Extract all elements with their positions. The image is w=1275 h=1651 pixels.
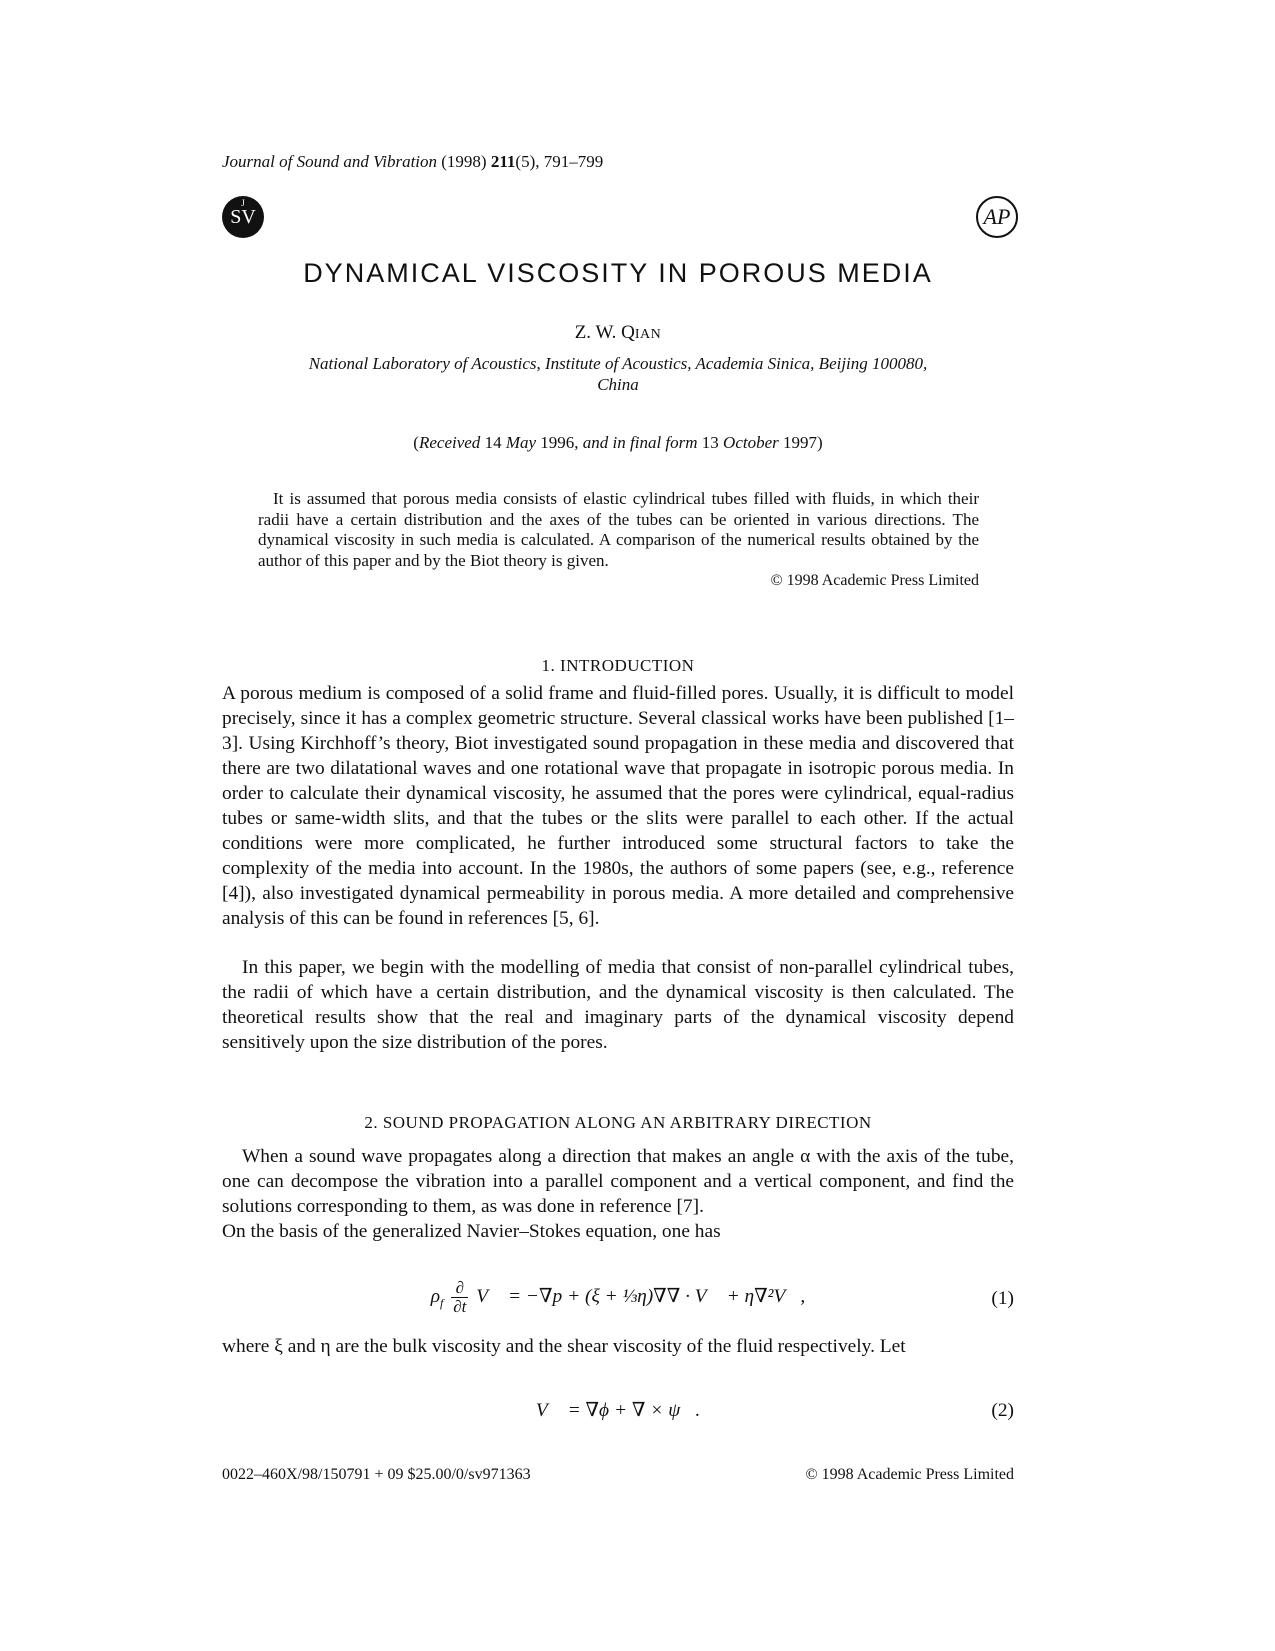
received-month: May <box>505 433 537 452</box>
final-form-label: and in final form <box>582 433 698 452</box>
journal-issue-pages: (5), 791–799 <box>515 152 604 171</box>
section-heading-introduction: 1. INTRODUCTION <box>541 656 695 675</box>
section2-paragraph-1-text: When a sound wave propagates along a direction that makes an angle α with the axis of the tube, one can decompose the vibration into a parallel component and a vertical component, and find the solutions corresponding to them, as was done in reference [7]. <box>222 1146 1014 1217</box>
journal-volume: 211 <box>490 152 516 171</box>
ap-logo-text: AP <box>983 204 1011 229</box>
equation-1 <box>222 1279 1014 1319</box>
equation-2-body: V⃗ = ∇ϕ + ∇ × ψ⃗. <box>535 1400 701 1421</box>
section-heading-sound-propagation: 2. SOUND PROPAGATION ALONG AN ARBITRARY DIRECTION <box>364 1113 872 1132</box>
equation-1-fraction-denominator: ∂t <box>453 1297 467 1316</box>
journal-year: (1998) <box>441 152 487 171</box>
sv-logo <box>222 196 264 238</box>
equation-2 <box>222 1396 1014 1426</box>
section2-paragraph-1 <box>222 1144 1014 1244</box>
paper-title: DYNAMICAL VISCOSITY IN POROUS MEDIA <box>303 258 933 288</box>
footer-code: 0022–460X/98/150791 + 09 $25.00/0/sv971363 <box>222 1466 531 1483</box>
equation-1-rho: ρ <box>430 1285 441 1307</box>
equation-1-fraction-numerator: ∂ <box>451 1279 468 1298</box>
final-date-a: 13 <box>697 433 724 452</box>
section2-paragraph-2-text: On the basis of the generalized Navier–Stokes equation, one has <box>222 1221 721 1242</box>
equation-1-rest: V⃗ = −∇p + (ξ + ⅓η)∇∇ · V⃗ + η∇²V⃗, <box>476 1285 806 1307</box>
received-open: ( <box>413 433 419 452</box>
section2-paragraph-3: where ξ and η are the bulk viscosity and the shear viscosity of the fluid respectively. Let <box>222 1336 906 1357</box>
equation-1-rho-subscript: f <box>440 1295 444 1310</box>
abstract-copyright: © 1998 Academic Press Limited <box>770 572 979 589</box>
affiliation <box>250 353 986 395</box>
affiliation-line-1: National Laboratory of Acoustics, Institute of Acoustics, Academia Sinica, Beijing 100080, <box>308 354 928 373</box>
sv-logo-text: SV <box>230 206 256 228</box>
author-surname-rest: IAN <box>634 327 662 342</box>
equation-1-derivative-fraction <box>451 1279 468 1316</box>
journal-name: Journal of Sound and Vibration <box>222 152 438 171</box>
author-initials: Z. W. Q <box>574 322 635 343</box>
equation-1-number: (1) <box>991 1288 1014 1309</box>
equation-2-number: (2) <box>991 1400 1014 1421</box>
journal-citation <box>222 150 603 174</box>
received-dates <box>222 431 1014 455</box>
introduction-paragraph-2: In this paper, we begin with the modelling of media that consist of non-parallel cylindrical tubes, the radii of which have a certain distribution, and the dynamical viscosity is then calculated. The theoretical results show that the real and imaginary parts of the dynamical viscosity depend sensitively upon the size distribution of the pores. <box>222 957 1014 1053</box>
sv-logo-small-letter: J <box>241 198 245 208</box>
footer-copyright: © 1998 Academic Press Limited <box>805 1466 1014 1483</box>
introduction-paragraph-1: A porous medium is composed of a solid frame and fluid-filled pores. Usually, it is difficult to model precisely, since it has a complex geometric structure. Several classical works have been published [1–3]. Using Kirchhoff’s theory, Biot investigated sound propagation in these media and discovered that there are two dilatational waves and one rotational wave that propagate in isotropic porous media. In order to calculate their dynamical viscosity, he assumed that the pores were cylindrical, equal-radius tubes or same-width slits, and that the tubes or the slits were parallel to each other. If the actual conditions were more complicated, he further introduced some structural factors to take the complexity of the media into account. In the 1980s, the authors of some papers (see, e.g., reference [4]), also investigated dynamical permeability in porous media. A more detailed and comprehensive analysis of this can be found in references [5, 6]. <box>222 683 1014 929</box>
affiliation-line-2: China <box>597 375 639 394</box>
author <box>222 320 1014 348</box>
equation-1-body <box>222 1279 1014 1318</box>
received-label: Received <box>418 433 481 452</box>
final-date-b: 1997) <box>778 433 823 452</box>
abstract-text: It is assumed that porous media consists of elastic cylindrical tubes filled with fluids, in which their radii have a certain distribution and the axes of the tubes can be oriented in various directions. The dynamical viscosity in such media is calculated. A comparison of the numerical results obtained by the author of this paper and by the Biot theory is given. <box>258 489 979 571</box>
received-date-b: 1996, <box>536 433 583 452</box>
ap-logo <box>976 196 1018 238</box>
received-date-a: 14 <box>480 433 506 452</box>
final-month: October <box>723 433 779 452</box>
